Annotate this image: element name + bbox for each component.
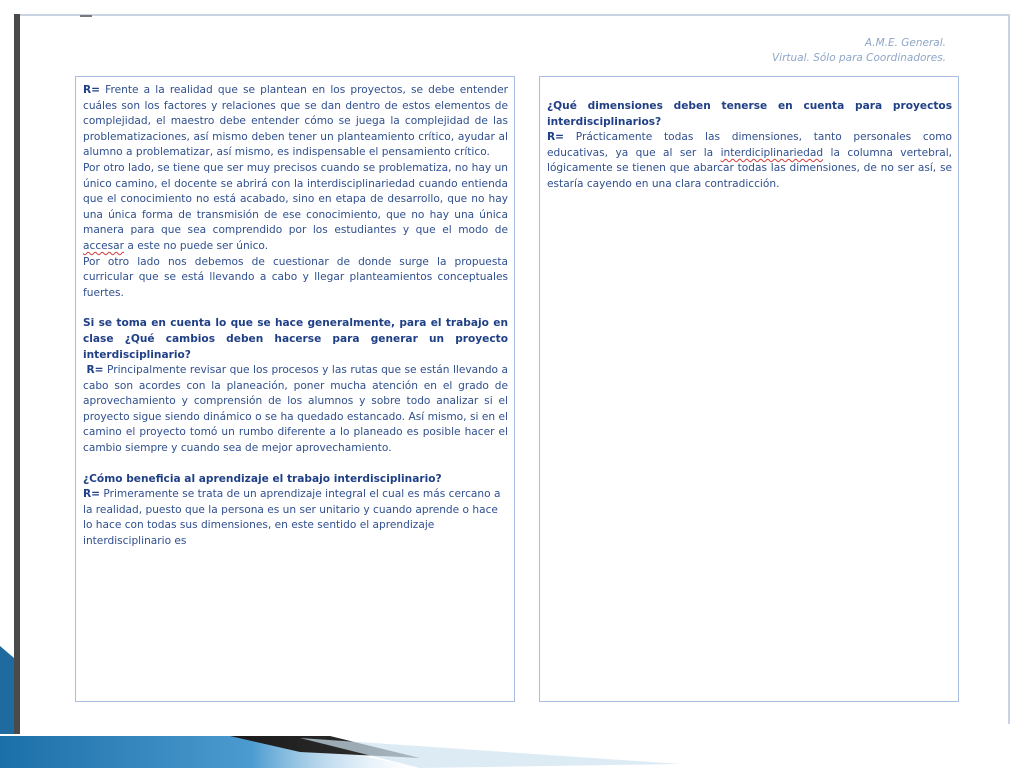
answer-1-paragraph-3: Por otro lado nos debemos de cuestionar de donde surge la propuesta curricular que se está llevando a cabo y llegar planteamientos conceptuales fuertes.	[83, 255, 508, 299]
decorative-swoosh	[0, 640, 1024, 768]
top-tick-mark	[80, 15, 92, 17]
answer-1-paragraph-2	[83, 161, 508, 255]
slide-top-border	[20, 14, 1010, 16]
paragraph-2-text: Por otro lado, se tiene que ser muy precisos cuando se problematiza, no hay un único camino, el docente se abrirá con la interdisciplinariedad cuando entienda que el conocimiento no está acabado, sino en etapa de desarrollo, que no hay una única forma de transmisión de ese conocimiento, que no hay una única manera para que sea comprendido por los estudiantes y que el modo de	[83, 161, 508, 237]
answer-label: R=	[83, 488, 101, 501]
answer-3-text: Primeramente se trata de un aprendizaje integral el cual es más cercano a la realidad, puesto que la persona es un ser unitario y cuando aprende o hace lo hace con todas sus dimensiones, en este sentido el aprendizaje interdisciplinario es	[83, 488, 501, 548]
answer-label: R=	[547, 131, 565, 144]
spellcheck-word: interdiciplinariedad	[720, 146, 824, 159]
answer-2-paragraph	[83, 363, 508, 457]
question-3-heading: ¿Cómo beneficia al aprendizaje el trabajo interdisciplinario?	[83, 472, 442, 485]
answer-1-text: Frente a la realidad que se plantean en los proyectos, se debe entender cuáles son los factores y relaciones que se dan dentro de estos elementos de complejidad, el maestro debe entender cómo se juega la complejidad de las problematizaciones, así mismo deben tener un planteamiento crítico, ayudar al alumno a problematizar, así mismo, es indispensable el pensamiento crítico.	[83, 84, 508, 159]
answer-3-paragraph	[83, 487, 508, 549]
page-header-note	[772, 36, 946, 66]
answer-label: R=	[83, 84, 101, 96]
slide-right-border	[1008, 14, 1010, 724]
header-line-1: A.M.E. General.	[864, 37, 946, 49]
paragraph-2-tail: a este no puede ser único.	[127, 239, 269, 252]
left-text-column	[75, 76, 515, 702]
answer-label: R=	[86, 364, 104, 377]
right-text-column	[539, 76, 959, 702]
question-1-heading: ¿Qué dimensiones deben tenerse en cuenta para proyectos interdisciplinarios?	[547, 100, 952, 128]
header-line-2: Virtual. Sólo para Coordinadores.	[771, 52, 946, 64]
answer-2-text: Principalmente revisar que los procesos y las rutas que se están llevando a cabo son acordes con la planeación, poner mucha atención en el grado de aprovechamiento y comprensión de los alumnos y sobre todo analizar si el proyecto sigue siendo dinámico o se ha quedado estancado. Así mismo, si en el camino el proyecto tomó un rumbo diferente a lo planeado es posible hacer el cambio siempre y cuando sea de mejor aprovechamiento.	[83, 364, 509, 455]
answer-r1-tail: la columna vertebral, lógicamente se tienen que abarcar todas las dimensiones, de no ser así, se estaría cayendo en una clara contradicción.	[547, 146, 953, 190]
spellcheck-word: accesar	[83, 239, 125, 252]
question-2-heading: Si se toma en cuenta lo que se hace generalmente, para el trabajo en clase ¿Qué cambios deben hacerse para generar un proyecto interdisciplinario?	[83, 317, 508, 361]
answer-1-paragraph	[83, 83, 508, 161]
answer-r1-text: Prácticamente todas las dimensiones, tanto personales como educativas, ya que al ser la	[547, 131, 952, 159]
swoosh-left-edge	[0, 646, 14, 734]
answer-r1-paragraph	[547, 130, 952, 192]
